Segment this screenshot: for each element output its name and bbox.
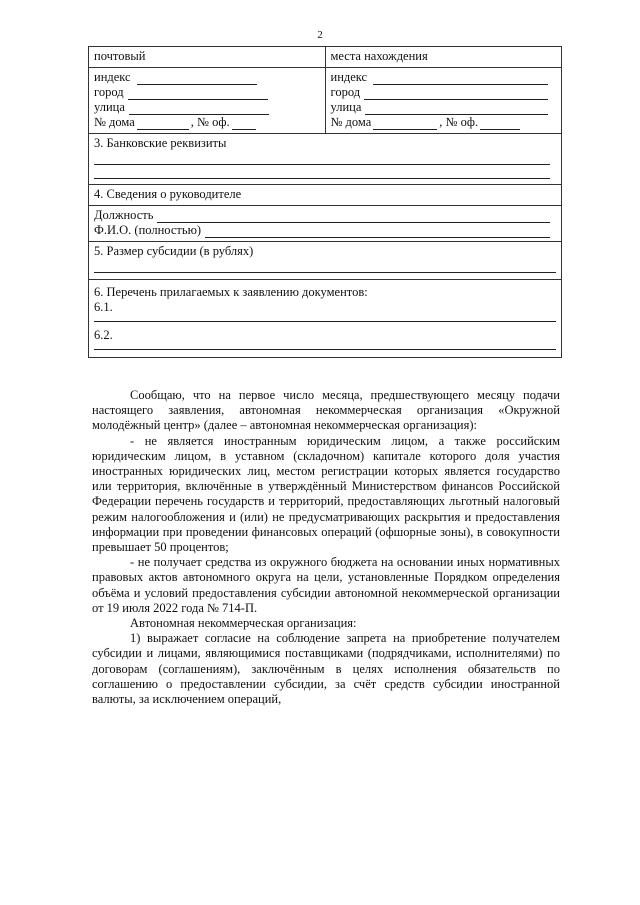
subsidy-amount-line[interactable]: [94, 259, 556, 273]
postal-index-field[interactable]: [94, 70, 320, 85]
statement-paragraph-4: Автономная некоммерческая организация:: [130, 616, 357, 631]
bank-details-line-1[interactable]: [94, 151, 550, 165]
location-street-label: улица: [330, 100, 362, 114]
document-2-line[interactable]: [94, 343, 556, 350]
postal-index-label: индекс: [94, 70, 131, 84]
location-address-cell: [325, 68, 562, 134]
postal-city-field[interactable]: [94, 85, 320, 100]
postal-house-label: № дома: [94, 115, 135, 129]
location-index-label: индекс: [330, 70, 368, 84]
documents-section: [89, 280, 562, 358]
postal-address-cell: [89, 68, 326, 134]
fullname-field[interactable]: [94, 223, 556, 238]
postal-city-label: город: [94, 85, 124, 99]
postal-street-label: улица: [94, 100, 125, 114]
location-house-label: № дома: [330, 115, 372, 129]
subsidy-amount-section: [89, 242, 562, 280]
document-2-label: 6.2.: [94, 328, 113, 342]
postal-address-header: почтовый: [89, 47, 326, 68]
position-field[interactable]: [94, 208, 556, 223]
statement-paragraph-1: Сообщаю, что на первое число месяца, предшествующего месяцу подачи настоящего заявления, автономная некоммерческая организация «Окружной молодёжный центр» (далее – автономная некоммерческая организация):: [92, 388, 560, 433]
bank-details-section: [89, 134, 562, 185]
bank-details-title: 3. Банковские реквизиты: [94, 136, 227, 150]
head-info-title-cell: [89, 185, 562, 206]
statement-paragraph-5: 1) выражает согласие на соблюдение запрета на приобретение получателем субсидии и лицами, являющимися поставщиками (подрядчиками, исполнителями) по договорам (соглашениям), заключённым в целях исполнения обязательств по соглашению о предоставлении субсидии, за счёт средств субсидии иностранной валюты, за исключением операций,: [92, 631, 560, 707]
location-house-field[interactable]: [331, 115, 557, 130]
subsidy-amount-title: 5. Размер субсидии (в рублях): [94, 244, 254, 258]
head-info-cell: [89, 206, 562, 242]
location-index-field[interactable]: [331, 70, 557, 85]
page-number: 2: [317, 29, 323, 41]
location-address-header: места нахождения: [325, 47, 562, 68]
location-city-field[interactable]: [331, 85, 557, 100]
statement-paragraph-3: - не получает средства из окружного бюджета на основании иных нормативных правовых актов автономного округа на цели, установленные Порядком определения объёма и условий предоставления субсидии автономной некоммерческой организации от 19 июля 2022 года № 714-П.: [92, 555, 560, 615]
location-street-field[interactable]: [331, 100, 557, 115]
location-city-label: город: [330, 85, 361, 99]
postal-street-field[interactable]: [94, 100, 320, 115]
position-label: Должность: [94, 208, 154, 222]
head-info-title: 4. Сведения о руководителе: [94, 187, 242, 201]
statement-text: [92, 388, 560, 707]
postal-house-field[interactable]: [94, 115, 320, 130]
statement-paragraph-2: - не является иностранным юридическим лицом, а также российским юридическим лицом, в уставном (складочном) капитале которого доля участия иностранных юридических лиц, местом регистрации которых является государство или территория, включённые в утверждённый Министерством финансов Российской Федерации перечень государств и территорий, предоставляющих льготный налоговый режим налогообложения и (или) не предусматривающих раскрытия и предоставления информации при проведении финансовых операций (офшорные зоны), в совокупности превышает 50 процентов;: [92, 433, 560, 555]
documents-title: 6. Перечень прилагаемых к заявлению документов:: [94, 285, 368, 299]
fullname-label: Ф.И.О. (полностью): [94, 223, 202, 237]
document-1-line[interactable]: [94, 315, 556, 322]
application-form-table: [88, 46, 562, 358]
postal-office-label: , № оф.: [190, 115, 230, 129]
document-1-label: 6.1.: [94, 300, 113, 314]
location-office-label: , № оф.: [439, 115, 479, 129]
bank-details-line-2[interactable]: [94, 165, 550, 179]
